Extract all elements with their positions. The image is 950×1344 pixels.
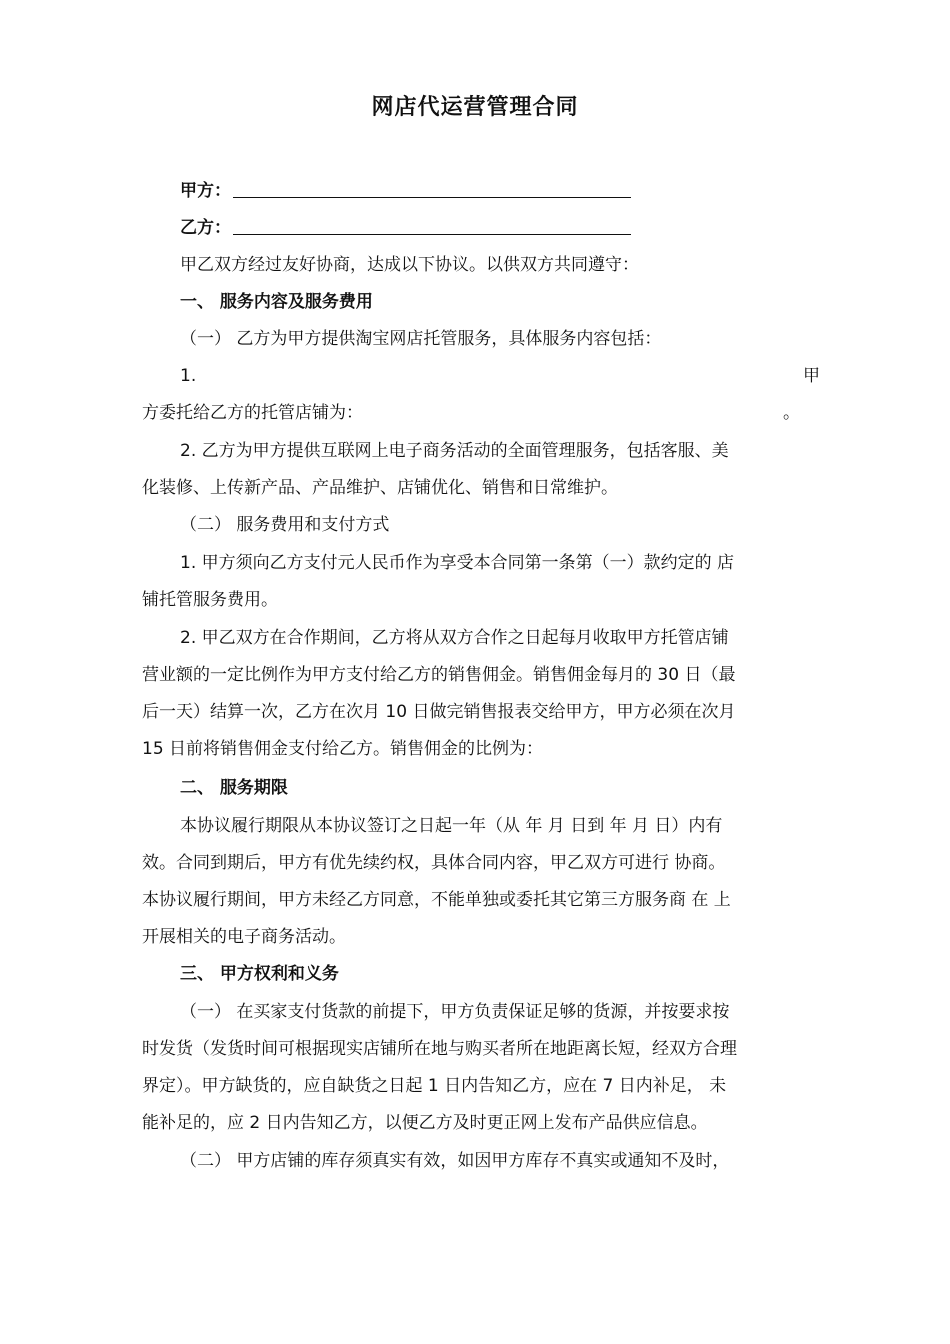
section3-heading: 三、 甲方权利和义务 (180, 964, 339, 984)
fee1-line1: 1. 甲方须向乙方支付元人民币作为享受本合同第一条第（一）款约定的 店 (180, 553, 735, 573)
section1-item1-line2 (142, 402, 820, 424)
party-a-label: 甲方： (180, 181, 231, 201)
fee2-line1: 2. 甲乙双方在合作期间，乙方将从双方合作之日起每月收取甲方托管店铺 (180, 628, 729, 648)
party-b-line (180, 217, 858, 239)
item1-line2-text: 方委托给乙方的托管店铺为： (142, 403, 363, 423)
section1-heading: 一、 服务内容及服务费用 (180, 292, 373, 312)
section1-sub1-heading: （一） 乙方为甲方提供淘宝网店托管服务，具体服务内容包括： (180, 329, 662, 349)
party-a-line (180, 180, 858, 202)
fee2-line4: 15 日前将销售佣金支付给乙方。销售佣金的比例为： (142, 739, 544, 759)
section2-line1: 本协议履行期限从本协议签订之日起一年（从 年 月 日到 年 月 日）内有 (180, 816, 723, 836)
party-a-blank[interactable] (233, 181, 631, 198)
intro-text: 甲乙双方经过友好协商，达成以下协议。以供双方共同遵守： (180, 255, 639, 275)
item1-end-mark: 。 (783, 403, 800, 423)
section1-item2-line1: 2. 乙方为甲方提供互联网上电子商务活动的全面管理服务，包括客服、美 (180, 441, 729, 461)
section1-item2-line2: 化装修、上传新产品、产品维护、店铺优化、销售和日常维护。 (142, 478, 618, 498)
item1-right-text: 甲 (803, 366, 820, 386)
document-title: 网店代运营管理合同 (371, 95, 579, 120)
party-b-label: 乙方： (180, 218, 231, 238)
section3-p1-line2: 时发货（发货时间可根据现实店铺所在地与购买者所在地距离长短，经双方合理 (142, 1039, 737, 1059)
section3-p1-line1: （一） 在买家支付货款的前提下，甲方负责保证足够的货源，并按要求按 (180, 1002, 730, 1022)
section2-line4: 开展相关的电子商务活动。 (142, 927, 346, 947)
section1-item1-line1 (180, 365, 820, 387)
section3-p2-line1: （二） 甲方店铺的库存须真实有效，如因甲方库存不真实或通知不及时， (180, 1151, 730, 1171)
party-b-blank[interactable] (233, 218, 631, 235)
section3-p1-line3: 界定）。甲方缺货的，应自缺货之日起 1 日内告知乙方，应在 7 日内补足， 未 (142, 1076, 727, 1096)
section2-line3: 本协议履行期间，甲方未经乙方同意，不能单独或委托其它第三方服务商 在 上 (142, 890, 731, 910)
section2-heading: 二、 服务期限 (180, 778, 288, 798)
fee2-line2: 营业额的一定比例作为甲方支付给乙方的销售佣金。销售佣金每月的 30 日（最 (142, 665, 736, 685)
fee2-line3: 后一天）结算一次，乙方在次月 10 日做完销售报表交给甲方，甲方必须在次月 (142, 702, 736, 722)
section1-sub2-heading: （二） 服务费用和支付方式 (180, 515, 390, 535)
section3-p1-line4: 能补足的，应 2 日内告知乙方，以便乙方及时更正网上发布产品供应信息。 (142, 1113, 708, 1133)
section2-line2: 效。合同到期后，甲方有优先续约权，具体合同内容，甲乙双方可进行 协商。 (142, 853, 726, 873)
fee1-line2: 铺托管服务费用。 (142, 590, 278, 610)
item1-number: 1. (180, 366, 197, 386)
